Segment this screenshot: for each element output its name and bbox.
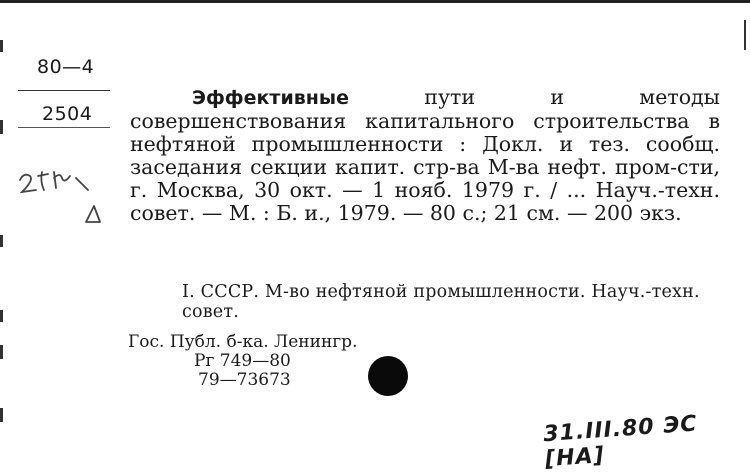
- library-name: Гос. Публ. б-ка. Ленингр.: [128, 332, 358, 352]
- left-edge-mark: [0, 345, 3, 359]
- entry-body: пути и методы совершенствования капитального строительства в нефтяной промышленности : Докл. и тез. сообщ. заседания секции капит. стр-ва М-ва нефт. пром-сти, г. Москва, 30 окт. — 1 нояб. 1979 г. / ... Науч.-техн. совет. — М. : Б. и., 1979. — 80 с.; 21 см. — 200 экз.: [130, 85, 720, 225]
- left-edge-mark: [0, 40, 3, 52]
- card-number: 79—73673: [198, 370, 291, 390]
- library-code: Рг 749—80: [194, 351, 291, 371]
- shelf-mark-underline: [18, 127, 110, 128]
- entry-title-lead: Эффективные: [192, 87, 349, 109]
- handwritten-note: [14, 158, 114, 228]
- top-border: [0, 0, 750, 3]
- right-edge-mark: [744, 20, 746, 50]
- left-edge-mark: [0, 235, 3, 247]
- subject-heading: I. СССР. М-во нефтяной промышленности. Науч.-техн. совет.: [182, 282, 700, 322]
- left-edge-mark: [0, 120, 3, 134]
- left-edge-mark: [0, 408, 3, 422]
- punch-hole: [368, 356, 408, 396]
- bibliographic-entry: [130, 86, 720, 225]
- left-edge-mark: [0, 310, 3, 322]
- shelf-mark-top: 80—4: [37, 56, 95, 78]
- library-info: [128, 333, 357, 390]
- shelf-mark-bottom: 2504: [42, 103, 93, 125]
- shelf-mark-divider: [18, 90, 110, 91]
- handwritten-date-stamp: 31.III.80 ЭС [НА]: [542, 411, 699, 472]
